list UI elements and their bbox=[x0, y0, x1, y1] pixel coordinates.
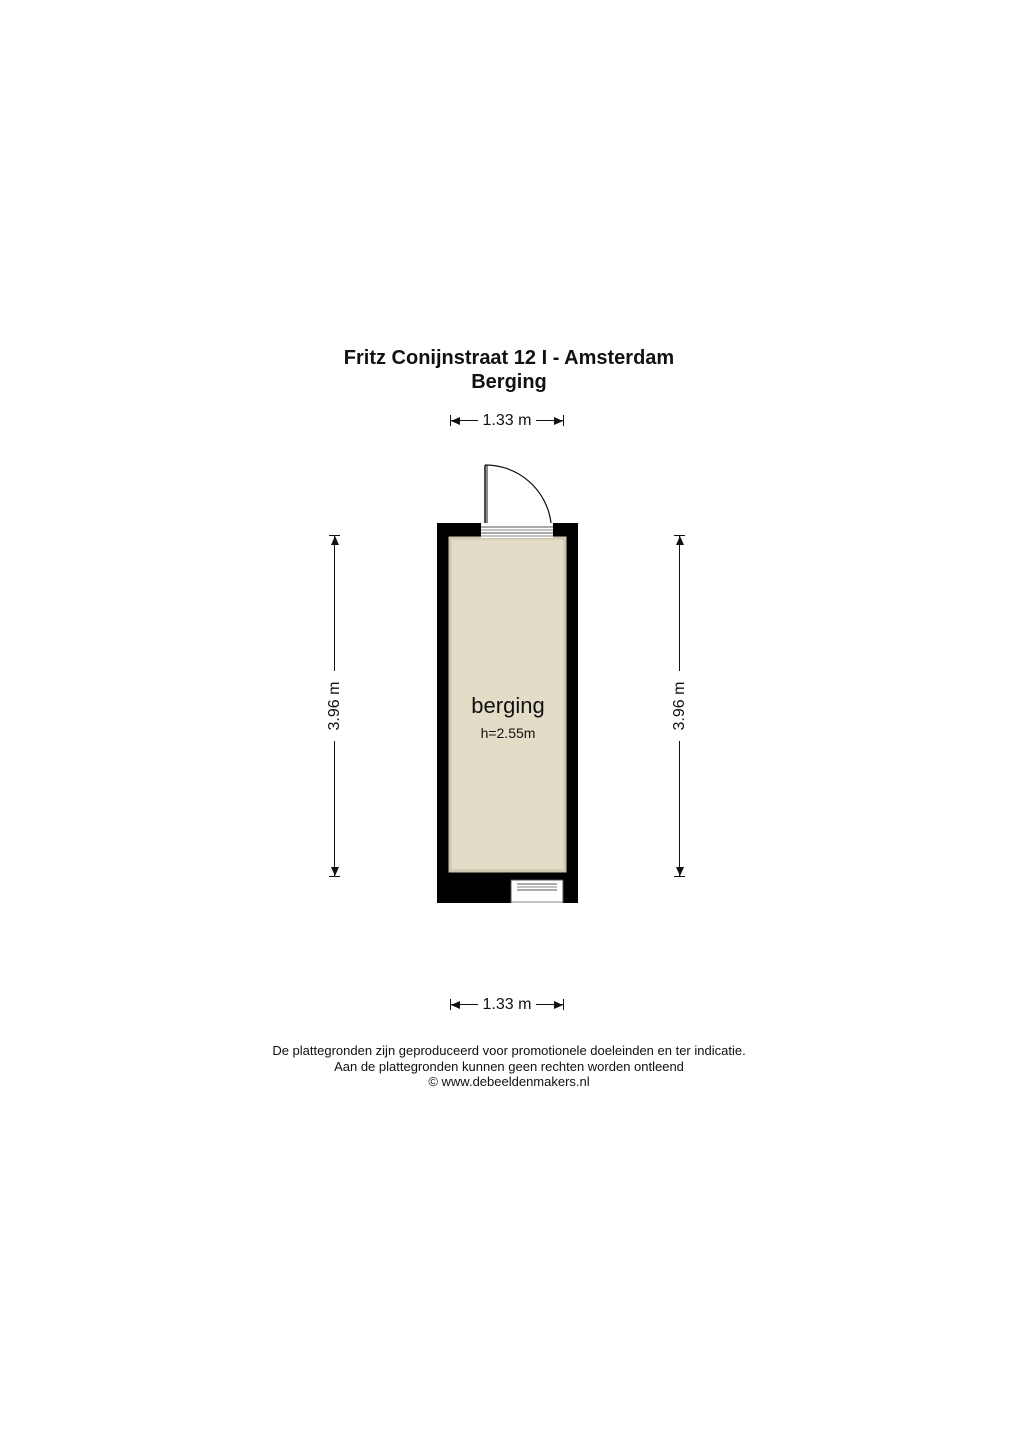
disclaimer bbox=[0, 1043, 1018, 1090]
width-dimension-bottom bbox=[448, 995, 566, 1015]
height-label-right: 3.96 m bbox=[671, 681, 688, 731]
dimension-line bbox=[334, 741, 335, 877]
room-height: h=2.55m bbox=[480, 725, 536, 741]
copyright-line: © www.debeeldenmakers.nl bbox=[428, 1074, 590, 1089]
height-label-left: 3.96 m bbox=[326, 681, 343, 731]
height-dimension-right bbox=[670, 533, 690, 879]
dimension-line bbox=[450, 1004, 478, 1005]
dimension-line bbox=[334, 535, 335, 671]
width-label-top: 1.33 m bbox=[482, 412, 532, 429]
arrow-up-icon bbox=[676, 536, 684, 545]
arrow-down-icon bbox=[676, 867, 684, 876]
arrow-down-icon bbox=[331, 867, 339, 876]
room-name: berging bbox=[471, 693, 545, 718]
window-opening bbox=[511, 880, 563, 903]
dimension-line bbox=[679, 741, 680, 877]
floor-subtitle: Berging bbox=[471, 371, 547, 393]
dimension-tick bbox=[674, 876, 685, 877]
dimension-tick bbox=[329, 876, 340, 877]
width-label-bottom: 1.33 m bbox=[482, 996, 532, 1013]
height-dimension-left bbox=[325, 533, 345, 879]
disclaimer-line: Aan de plattegronden kunnen geen rechten worden ontleend bbox=[334, 1058, 684, 1074]
door-swing-arc bbox=[485, 465, 551, 523]
page-title: Fritz Conijnstraat 12 I - Amsterdam bbox=[343, 347, 675, 369]
dimension-line bbox=[679, 535, 680, 671]
arrow-up-icon bbox=[331, 536, 339, 545]
arrow-left-icon bbox=[451, 1001, 460, 1009]
arrow-right-icon bbox=[554, 1001, 563, 1009]
disclaimer-line: De plattegronden zijn geproduceerd voor promotionele doeleinden en ter indicatie. bbox=[272, 1043, 746, 1058]
dimension-tick bbox=[563, 999, 564, 1010]
